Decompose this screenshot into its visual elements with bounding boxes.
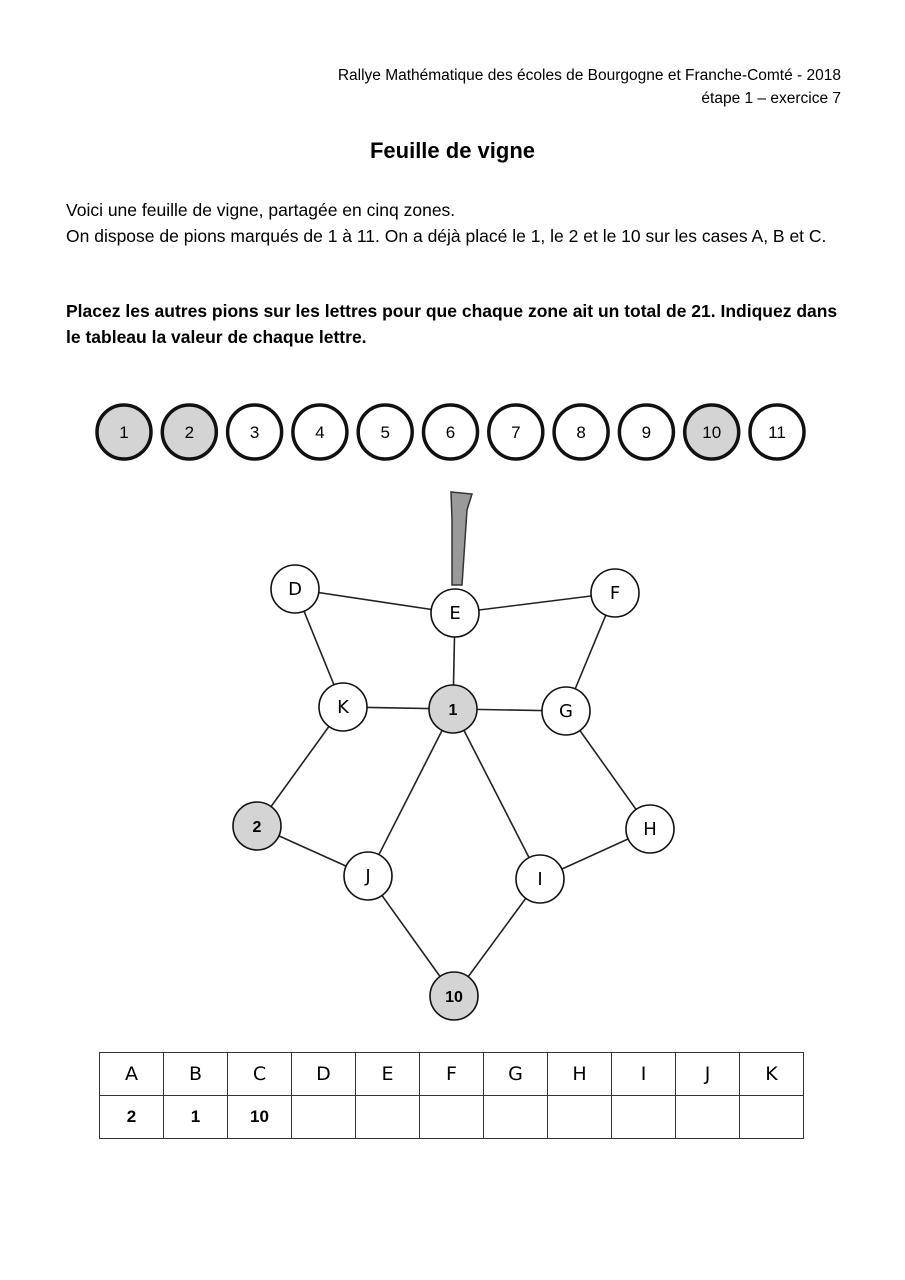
leaf-nodes [233, 565, 674, 1020]
value-cell: 2 [100, 1096, 164, 1139]
value-cell[interactable] [420, 1096, 484, 1139]
leaf-node-label: 10 [445, 989, 463, 1006]
letter-cell: D [292, 1053, 356, 1096]
leaf-node [516, 855, 564, 903]
pion-label: 6 [445, 423, 456, 442]
letter-cell: K [740, 1053, 804, 1096]
pion-token [554, 405, 608, 459]
leaf-node [429, 685, 477, 733]
leaf-node-label: 1 [448, 702, 458, 719]
pion-token [424, 405, 478, 459]
value-cell[interactable] [612, 1096, 676, 1139]
pion-row [97, 405, 804, 459]
leaf-node [271, 565, 319, 613]
pion-label: 1 [119, 423, 129, 442]
pion-token [358, 405, 412, 459]
value-cell[interactable] [676, 1096, 740, 1139]
letter-cell: E [356, 1053, 420, 1096]
leaf-edges [257, 589, 650, 996]
task-instruction: Placez les autres pions sur les lettres pour que chaque zone ait un total de 21. Indiquez dans le tableau la valeur de chaque lettre. [66, 301, 838, 347]
letter-cell: C [228, 1053, 292, 1096]
pion-token [685, 405, 739, 459]
letter-cell: A [100, 1053, 164, 1096]
leaf-node [431, 589, 479, 637]
letter-cell: J [676, 1053, 740, 1096]
value-cell[interactable] [292, 1096, 356, 1139]
pion-token [97, 405, 151, 459]
answer-table [99, 1052, 804, 1139]
pion-label: 4 [315, 423, 325, 442]
pion-label: 5 [380, 423, 390, 442]
leaf-node [319, 683, 367, 731]
pion-label: 11 [768, 423, 786, 442]
pion-label: 2 [184, 423, 195, 442]
leaf-node-label: J [365, 866, 371, 887]
document-header [338, 64, 841, 110]
value-cell[interactable] [548, 1096, 612, 1139]
page-title: Feuille de vigne [369, 138, 536, 163]
leaf-node [430, 972, 478, 1020]
pion-token [489, 405, 543, 459]
leaf-node-label: 2 [252, 819, 262, 836]
pion-token [162, 405, 216, 459]
answer-table-letters-row [100, 1053, 804, 1096]
leaf-node-label: D [288, 579, 302, 600]
intro-text [66, 197, 841, 249]
letter-cell: I [612, 1053, 676, 1096]
leaf-stem [451, 492, 472, 585]
vine-leaf-figure [0, 380, 905, 1040]
pion-label: 3 [249, 423, 260, 442]
leaf-node [591, 569, 639, 617]
leaf-node [233, 802, 281, 850]
intro-line-1: Voici une feuille de vigne, partagée en cinq zones. [66, 200, 456, 220]
header-rally-line: Rallye Mathématique des écoles de Bourgogne et Franche-Comté - 2018 [337, 67, 841, 84]
pion-token [293, 405, 347, 459]
pion-label: 7 [511, 423, 521, 442]
header-stage-line: étape 1 – exercice 7 [701, 90, 841, 107]
leaf-node-label: H [643, 819, 657, 840]
value-cell[interactable] [740, 1096, 804, 1139]
value-cell[interactable] [356, 1096, 420, 1139]
leaf-node [344, 852, 392, 900]
leaf-node [626, 805, 674, 853]
pion-label: 8 [576, 423, 586, 442]
pion-token [619, 405, 673, 459]
value-cell: 1 [164, 1096, 228, 1139]
letter-cell: H [548, 1053, 612, 1096]
leaf-node [542, 687, 590, 735]
letter-cell: F [420, 1053, 484, 1096]
letter-cell: G [484, 1053, 548, 1096]
letter-cell: B [164, 1053, 228, 1096]
pion-token [228, 405, 282, 459]
leaf-edge [453, 709, 540, 879]
leaf-node-label: G [559, 701, 573, 722]
leaf-node-label: I [537, 869, 543, 890]
leaf-edge [368, 709, 453, 876]
pion-label: 9 [641, 423, 652, 442]
leaf-node-label: F [609, 583, 621, 604]
leaf-node-label: E [449, 603, 461, 624]
answer-table-values-row [100, 1096, 804, 1139]
pion-label: 10 [702, 423, 722, 442]
intro-line-2: On dispose de pions marqués de 1 à 11. On a déjà placé le 1, le 2 et le 10 sur les cases A, B et C. [66, 226, 827, 246]
leaf-node-label: K [337, 697, 349, 718]
value-cell: 10 [228, 1096, 292, 1139]
value-cell[interactable] [484, 1096, 548, 1139]
pion-token [750, 405, 804, 459]
